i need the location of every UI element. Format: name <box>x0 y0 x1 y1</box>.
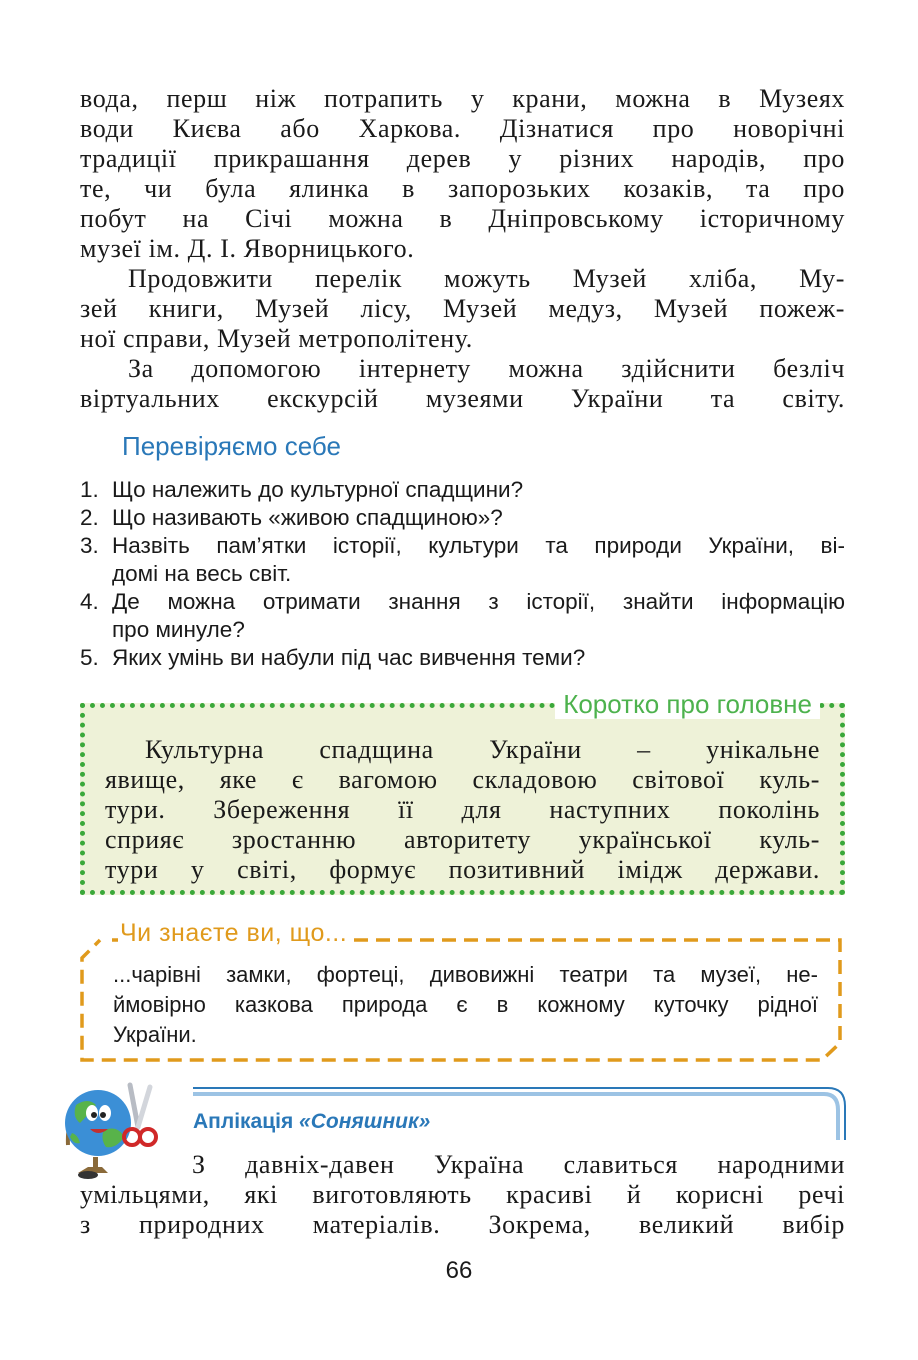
intro-line: ної справи, Музей метрополітену. <box>80 324 473 353</box>
question-text: Що належить до культурної спадщини? <box>112 477 524 502</box>
did-you-know-line: України. <box>113 1022 197 1047</box>
question-text: про минуле? <box>112 617 245 642</box>
question-number: 3. <box>80 533 99 558</box>
question-text: Яких умінь ви набули під час вивчення теми? <box>112 645 586 670</box>
intro-line: води Києва або Харкова. Дізнатися про новорічні <box>80 114 845 143</box>
intro-line: традиції прикрашання дерев у різних народів, про <box>80 144 845 173</box>
application-line: умільцями, які виготовляють красиві й корисні речі <box>80 1180 845 1209</box>
did-you-know-line: ймовірно казкова природа є в кожному куточку рідної <box>113 992 818 1017</box>
application-heading-title: «Соняшник» <box>299 1110 431 1133</box>
question-text: Де можна отримати знання з історії, знайти інформацію <box>112 589 845 614</box>
page-number: 66 <box>445 1257 473 1284</box>
intro-line: вода, перш ніж потрапить у крани, можна в Музеях <box>80 84 845 113</box>
did-you-know-title: Чи знаєте ви, що... <box>118 918 353 948</box>
section-heading-check: Перевіряємо себе <box>122 431 341 461</box>
question-number: 5. <box>80 645 99 670</box>
question-number: 4. <box>80 589 99 614</box>
intro-line: За допомогою інтернету можна здійснити безліч <box>128 354 845 383</box>
question-text: Назвіть пам’ятки історії, культури та природи України, ві- <box>112 533 845 558</box>
intro-line: зей книги, Музей лісу, Музей медуз, Музей пожеж- <box>80 294 845 323</box>
did-you-know-line: ...чарівні замки, фортеці, дивовижні театри та музеї, не- <box>113 962 818 987</box>
question-number: 2. <box>80 505 99 530</box>
summary-line: Культурна спадщина України – унікальне <box>145 735 820 764</box>
intro-line: те, чи була ялинка в запорозьких козаків, та про <box>80 174 845 203</box>
intro-line: музеї ім. Д. І. Яворницького. <box>80 234 415 263</box>
summary-line: сприяє зростанню авторитету української куль- <box>105 825 820 854</box>
summary-line: тури у світі, формує позитивний імідж держави. <box>105 855 820 884</box>
intro-line: Продовжити перелік можуть Музей хліба, Му- <box>128 264 845 293</box>
summary-title: Коротко про головне <box>555 689 820 719</box>
application-line: з природних матеріалів. Зокрема, великий вибір <box>80 1210 845 1239</box>
application-heading <box>193 1108 430 1136</box>
question-text: Що називають «живою спадщиною»? <box>112 505 503 530</box>
intro-line: побут на Січі можна в Дніпровському історичному <box>80 204 845 233</box>
application-heading-prefix: Аплікація <box>193 1110 300 1133</box>
question-text: домі на весь світ. <box>112 561 292 586</box>
application-line: З давніх-давен Україна славиться народними <box>192 1150 845 1179</box>
summary-line: тури. Збереження її для наступних поколінь <box>105 795 820 824</box>
summary-line: явище, яке є вагомою складовою світової куль- <box>105 765 820 794</box>
question-number: 1. <box>80 477 99 502</box>
did-you-know-text <box>113 960 818 1050</box>
application-text <box>80 1150 845 1240</box>
intro-line: віртуальних екскурсій музеями України та світу. <box>80 384 845 413</box>
